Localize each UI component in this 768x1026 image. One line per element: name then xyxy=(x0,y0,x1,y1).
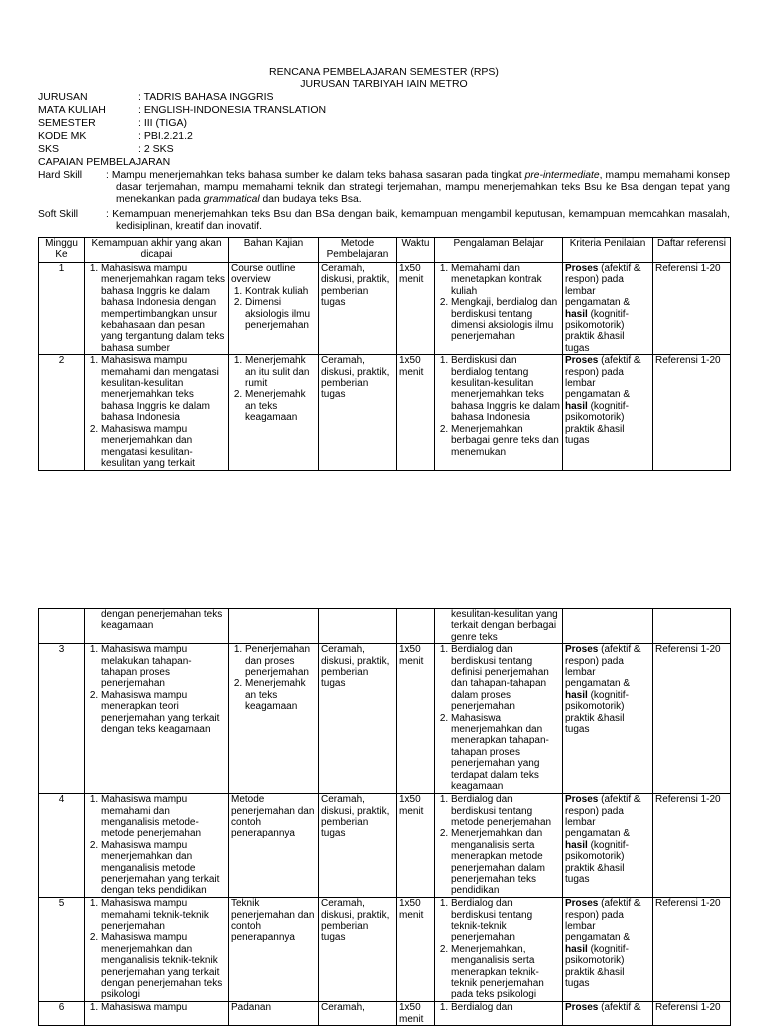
table-row: 2 1. Mahasiswa mampu memahami dan mengatasi kesulitan-kesulitan menerjemahkan teks bahasa Inggris ke dalam bahasa Indonesia 2. Mahasiswa mampu menerjemahkan dan mengatasi kesulitan-kesulitan yang terkait 1. Menerjemahk an itu sulit dan rumit 2. Menerjemahk an teks keagamaan Ceramah, diskusi, praktik, pemberian tugas 1x50 menit 1. Berdiskusi dan berdialog tentang kesulitan-kesulitan menerjemahkan teks bahasa Inggris ke dalam bahasa Indonesia 2. Menerjemahkan berbagai genre teks dan menemukan Proses (afektif & respon) pada lembar pengamatan & hasil (kognitif-psikomotorik) praktik &hasil tugas Referensi 1-20 xyxy=(39,355,731,471)
meta-mata-kuliah: MATA KULIAH : ENGLISH-INDONESIA TRANSLATION xyxy=(38,104,327,116)
table-row: 6 1. Mahasiswa mampu Padanan Ceramah, 1x50 menit 1. Berdialog dan Proses (afektif & Referensi 1-20 xyxy=(39,1002,731,1026)
table-row: 3 1. Mahasiswa mampu melakukan tahapan-tahapan proses penerjemahan 2. Mahasiswa mampu menerapkan teori penerjemahan yang terkait dengan teks keagamaan 1. Penerjemahan dan proses penerjemahan 2. Menerjemahk an teks keagamaan Ceramah, diskusi, praktik, pemberian tugas 1x50 menit 1. Berdialog dan berdiskusi tentang definisi penerjemahan dan tahapan-tahapan dalam proses penerjemahan 2. Mahasiswa menerjemahkan dan menerapkan tahapan-tahapan proses penerjemahan yang terdapat dalam teks keagamaan Proses (afektif & respon) pada lembar pengamatan & hasil (kognitif-psikomotorik) praktik &hasil tugas Referensi 1-20 xyxy=(39,644,731,794)
header-metode: Metode Pembelajaran xyxy=(319,238,397,263)
header-pengalaman: Pengalaman Belajar xyxy=(435,238,563,263)
header-kriteria: Kriteria Penilaian xyxy=(563,238,653,263)
table-row: 4 1. Mahasiswa mampu memahami dan menganalisis metode-metode penerjemahan 2. Mahasiswa mampu menerjemahkan dan menganalisis metode penerjemahan yang terkait dengan teks pendidikan Metode penerjemahan dan contoh penerapannya Ceramah, diskusi, praktik, pemberian tugas 1x50 menit 1. Berdialog dan berdiskusi tentang metode penerjemahan 2. Menerjemahkan dan menganalisis serta menerapkan metode penerjemahan dalam penerjemahan teks pendidikan Proses (afektif & respon) pada lembar pengamatan & hasil (kognitif-psikomotorik) praktik &hasil tugas Referensi 1-20 xyxy=(39,794,731,898)
table-row: 5 1. Mahasiswa mampu memahami teknik-teknik penerjemahan 2. Mahasiswa mampu menerjemahkan dan menganalisis teknik-teknik penerjemahan yang terkait dengan penerjemahan teks psikologi Teknik penerjemahan dan contoh penerapannya Ceramah, diskusi, praktik, pemberian tugas 1x50 menit 1. Berdialog dan berdiskusi tentang teknik-teknik penerjemahan 2. Menerjemahkan, menganalisis serta menerapkan teknik-teknik penerjemahan pada teks psikologi Proses (afektif & respon) pada lembar pengamatan & hasil (kognitif-psikomotorik) praktik &hasil tugas Referensi 1-20 xyxy=(39,898,731,1002)
table-row-continued: dengan penerjemahan teks keagamaan kesulitan-kesulitan yang terkait dengan berbagai genre teks xyxy=(39,609,731,644)
header-minggu: Minggu Ke xyxy=(39,238,85,263)
table-row: 1 1. Mahasiswa mampu menerjemahkan ragam teks bahasa Inggris ke dalam bahasa Indonesia dengan mempertimbangkan unsur kebahasaan dan pesan yang tergantung dalam teks bahasa sumber Course outline overview 1. Kontrak kuliah 2. Dimensi aksiologis ilmu penerjemahan Ceramah, diskusi, praktik, pemberian tugas 1x50 menit 1. Memahami dan menetapkan kontrak kuliah 2. Mengkaji, berdialog dan berdiskusi tentang dimensi aksiologis ilmu penerjemahan Proses (afektif & respon) pada lembar pengamatan & hasil (kognitif-psikomotorik) praktik &hasil tugas Referensi 1-20 xyxy=(39,263,731,355)
hard-skill: Hard Skill : Mampu menerjemahkan teks bahasa sumber ke dalam teks bahasa sasaran pada tingkat pre-intermediate, mampu memahami konsep dasar terjemahan, mampu memahami teknik dan strategi terjemahan, mampu menerjemahkan teks Bsu ke Bsa dengan tepat yang menekankan pada grammatical dan budaya teks Bsa. xyxy=(38,170,730,205)
capaian-heading: CAPAIAN PEMBELAJARAN xyxy=(38,156,171,168)
document-subtitle: JURUSAN TARBIYAH IAIN METRO xyxy=(300,78,468,90)
meta-semester: SEMESTER : III (TIGA) xyxy=(38,117,187,129)
header-referensi: Daftar referensi xyxy=(653,238,731,263)
header-kemampuan: Kemampuan akhir yang akan dicapai xyxy=(85,238,229,263)
meta-jurusan: JURUSAN : TADRIS BAHASA INGGRIS xyxy=(38,91,274,103)
meta-kode-mk: KODE MK : PBI.2.21.2 xyxy=(38,130,193,142)
header-bahan: Bahan Kajian xyxy=(229,238,319,263)
document-title: RENCANA PEMBELAJARAN SEMESTER (RPS) xyxy=(269,66,499,78)
soft-skill: Soft Skill : Kemampuan menerjemahkan teks Bsu dan BSa dengan baik, kemampuan mengambil keputusan, kemampuan memcahkan masalah, kedisiplinan, kreatif dan inovatif. xyxy=(38,209,730,232)
meta-sks: SKS : 2 SKS xyxy=(38,143,174,155)
table-header-row xyxy=(39,238,731,263)
rps-table-page1 xyxy=(38,237,731,471)
header-waktu: Waktu xyxy=(397,238,435,263)
rps-table-page2 xyxy=(38,608,731,1026)
